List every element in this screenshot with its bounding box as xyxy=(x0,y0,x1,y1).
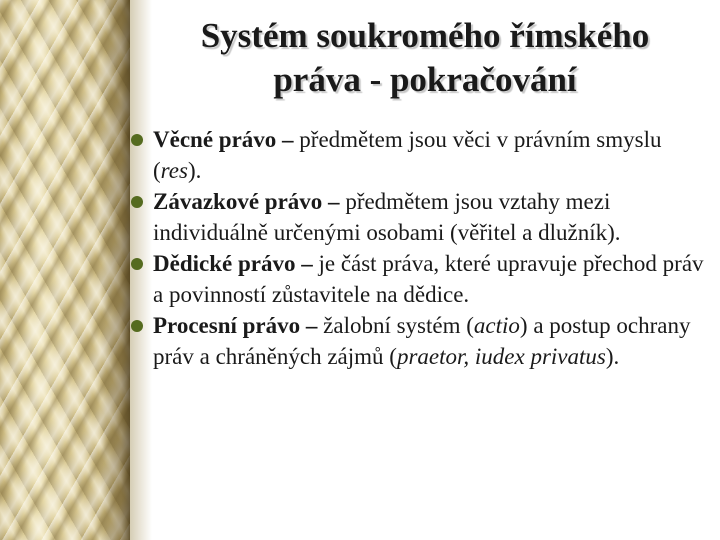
item-term: Věcné právo – xyxy=(153,127,294,152)
item-text-end: ). xyxy=(605,344,620,369)
item-italic: res xyxy=(160,158,188,183)
item-italic-2: praetor, iudex privatus xyxy=(396,344,606,369)
list-item-procesni-pravo xyxy=(130,310,710,372)
list-item-zavazkove-pravo xyxy=(130,186,710,248)
item-text: je část práva, které upravuje přechod práv a povinností zůstavitele na dědice. xyxy=(153,251,704,307)
item-text: předmětem jsou věci v právním smyslu ( xyxy=(153,127,662,183)
item-text: předmětem jsou vztahy mezi individuálně určenými osobami (věřitel a dlužník). xyxy=(153,189,621,245)
item-text: žalobní systém ( xyxy=(317,313,474,338)
bullet-icon xyxy=(131,134,143,146)
column-shadow xyxy=(100,0,130,540)
title-line-2: práva - pokračování xyxy=(273,60,577,99)
bullet-list xyxy=(130,124,710,372)
list-item-vecne-pravo xyxy=(130,124,710,186)
item-term: Dědické právo – xyxy=(153,251,313,276)
item-term: Závazkové právo – xyxy=(153,189,340,214)
bullet-icon xyxy=(131,258,143,270)
title-line-1: Systém soukromého římského xyxy=(200,16,650,55)
bullet-icon xyxy=(131,196,143,208)
bullet-icon xyxy=(131,320,143,332)
item-italic: actio xyxy=(473,313,520,338)
list-item-dedicke-pravo xyxy=(130,248,710,310)
item-text-end: ). xyxy=(187,158,202,183)
item-text-mid: ) a postup ochrany práv a chráněných zájmů ( xyxy=(153,313,691,369)
item-term: Procesní právo – xyxy=(153,313,318,338)
slide-title xyxy=(140,14,710,102)
